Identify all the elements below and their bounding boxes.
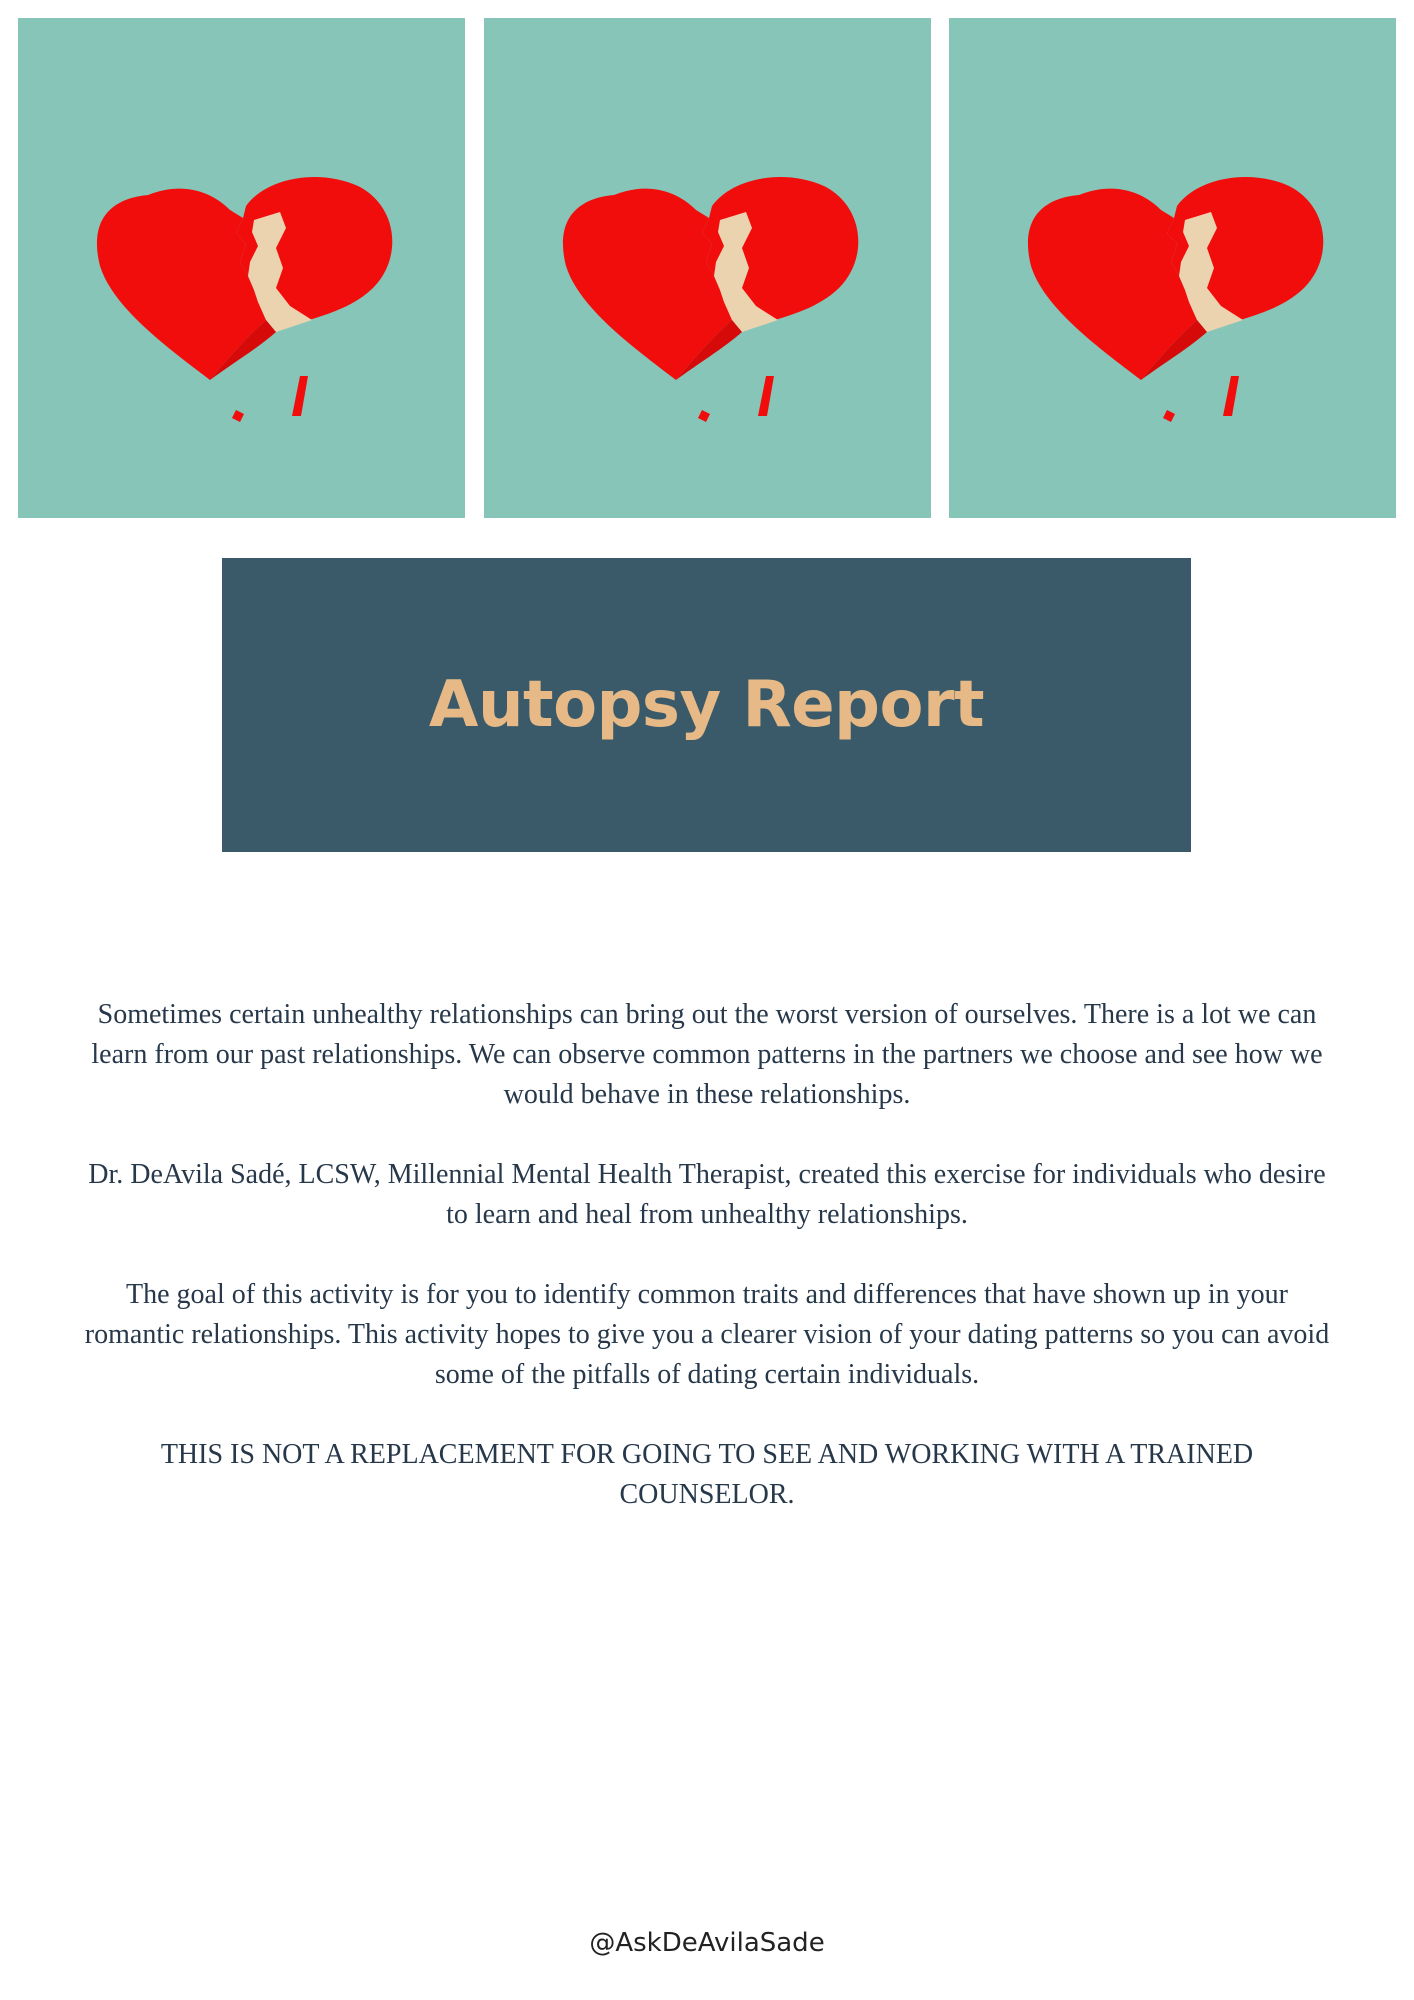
author-paragraph: Dr. DeAvila Sadé, LCSW, Millennial Mental Health Therapist, created this exercise for individuals who desire to learn and heal from unhealthy relationships. (88, 1159, 1326, 1230)
broken-heart-image (484, 18, 931, 518)
intro-text (80, 995, 1334, 1555)
broken-heart-icon (949, 18, 1396, 518)
intro-paragraph: Sometimes certain unhealthy relationships can bring out the worst version of ourselves. There is a lot we can learn from our past relationships. We can observe common patterns in the partners we choose and see how we would behave in these relationships. (91, 999, 1323, 1110)
broken-heart-icon (484, 18, 931, 518)
title-banner (222, 558, 1191, 852)
disclaimer-paragraph: THIS IS NOT A REPLACEMENT FOR GOING TO SEE AND WORKING WITH A TRAINED COUNSELOR. (160, 1439, 1254, 1510)
broken-heart-image (18, 18, 465, 518)
broken-heart-image (949, 18, 1396, 518)
header-image-row (18, 18, 1396, 518)
social-handle: @AskDeAvilaSade (589, 1928, 825, 1958)
goal-paragraph: The goal of this activity is for you to identify common traits and differences that have shown up in your romantic relationships. This activity hopes to give you a clearer vision of your dating patterns so you can avoid some of the pitfalls of dating certain individuals. (84, 1279, 1330, 1390)
broken-heart-icon (18, 18, 465, 518)
page-title: Autopsy Report (428, 668, 985, 742)
